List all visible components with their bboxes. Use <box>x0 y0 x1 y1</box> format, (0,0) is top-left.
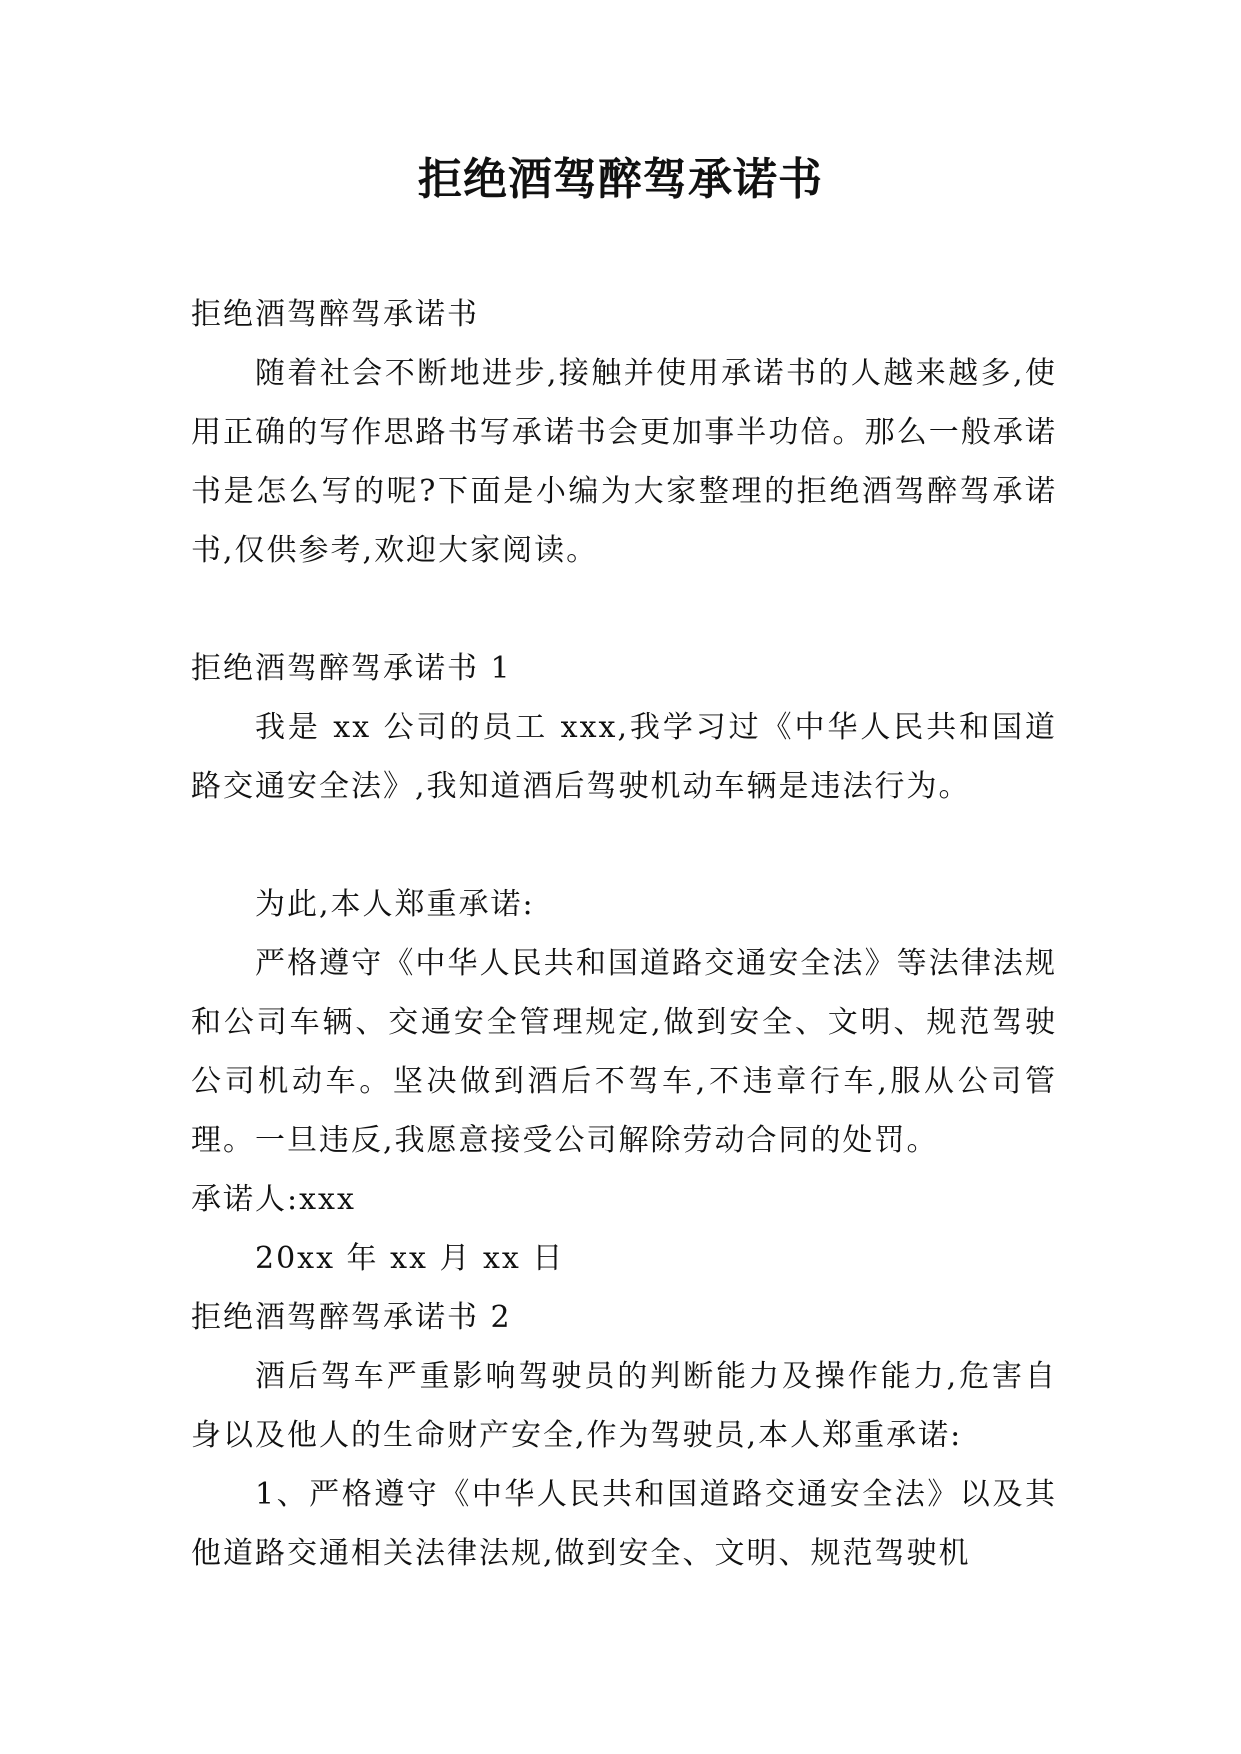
section-heading-1: 拒绝酒驾醉驾承诺书 1 <box>191 651 512 686</box>
intro-paragraph: 随着社会不断地进步,接触并使用承诺书的人越来越多,使用正确的写作思路书写承诺书会更加事半功倍。那么一般承诺书是怎么写的呢?下面是小编为大家整理的拒绝酒驾醉驾承诺书,仅供参考,欢迎大家阅读。 <box>191 356 1057 568</box>
section-2-paragraph: 酒后驾车严重影响驾驶员的判断能力及操作能力,危害自身以及他人的生命财产安全,作为驾驶员,本人郑重承诺: <box>191 1359 1057 1453</box>
signatory-line: 承诺人:xxx <box>191 1182 356 1217</box>
promise-paragraph: 严格遵守《中华人民共和国道路交通安全法》等法律法规和公司车辆、交通安全管理规定,做到安全、文明、规范驾驶公司机动车。坚决做到酒后不驾车,不违章行车,服从公司管理。一旦违反,我愿意接受公司解除劳动合同的处罚。 <box>191 946 1057 1158</box>
statement-paragraph: 我是 xx 公司的员工 xxx,我学习过《中华人民共和国道路交通安全法》,我知道酒后驾驶机动车辆是违法行为。 <box>191 710 1057 804</box>
list-item-1: 1、严格遵守《中华人民共和国道路交通安全法》以及其他道路交通相关法律法规,做到安全、文明、规范驾驶机 <box>191 1477 1057 1571</box>
section-heading-intro: 拒绝酒驾醉驾承诺书 <box>191 297 479 332</box>
section-heading-2: 拒绝酒驾醉驾承诺书 2 <box>191 1300 512 1335</box>
promise-lead: 为此,本人郑重承诺: <box>255 887 535 922</box>
document-body <box>191 285 1057 1583</box>
date-line: 20xx 年 xx 月 xx 日 <box>255 1241 565 1276</box>
document-title: 拒绝酒驾醉驾承诺书 <box>418 154 823 205</box>
